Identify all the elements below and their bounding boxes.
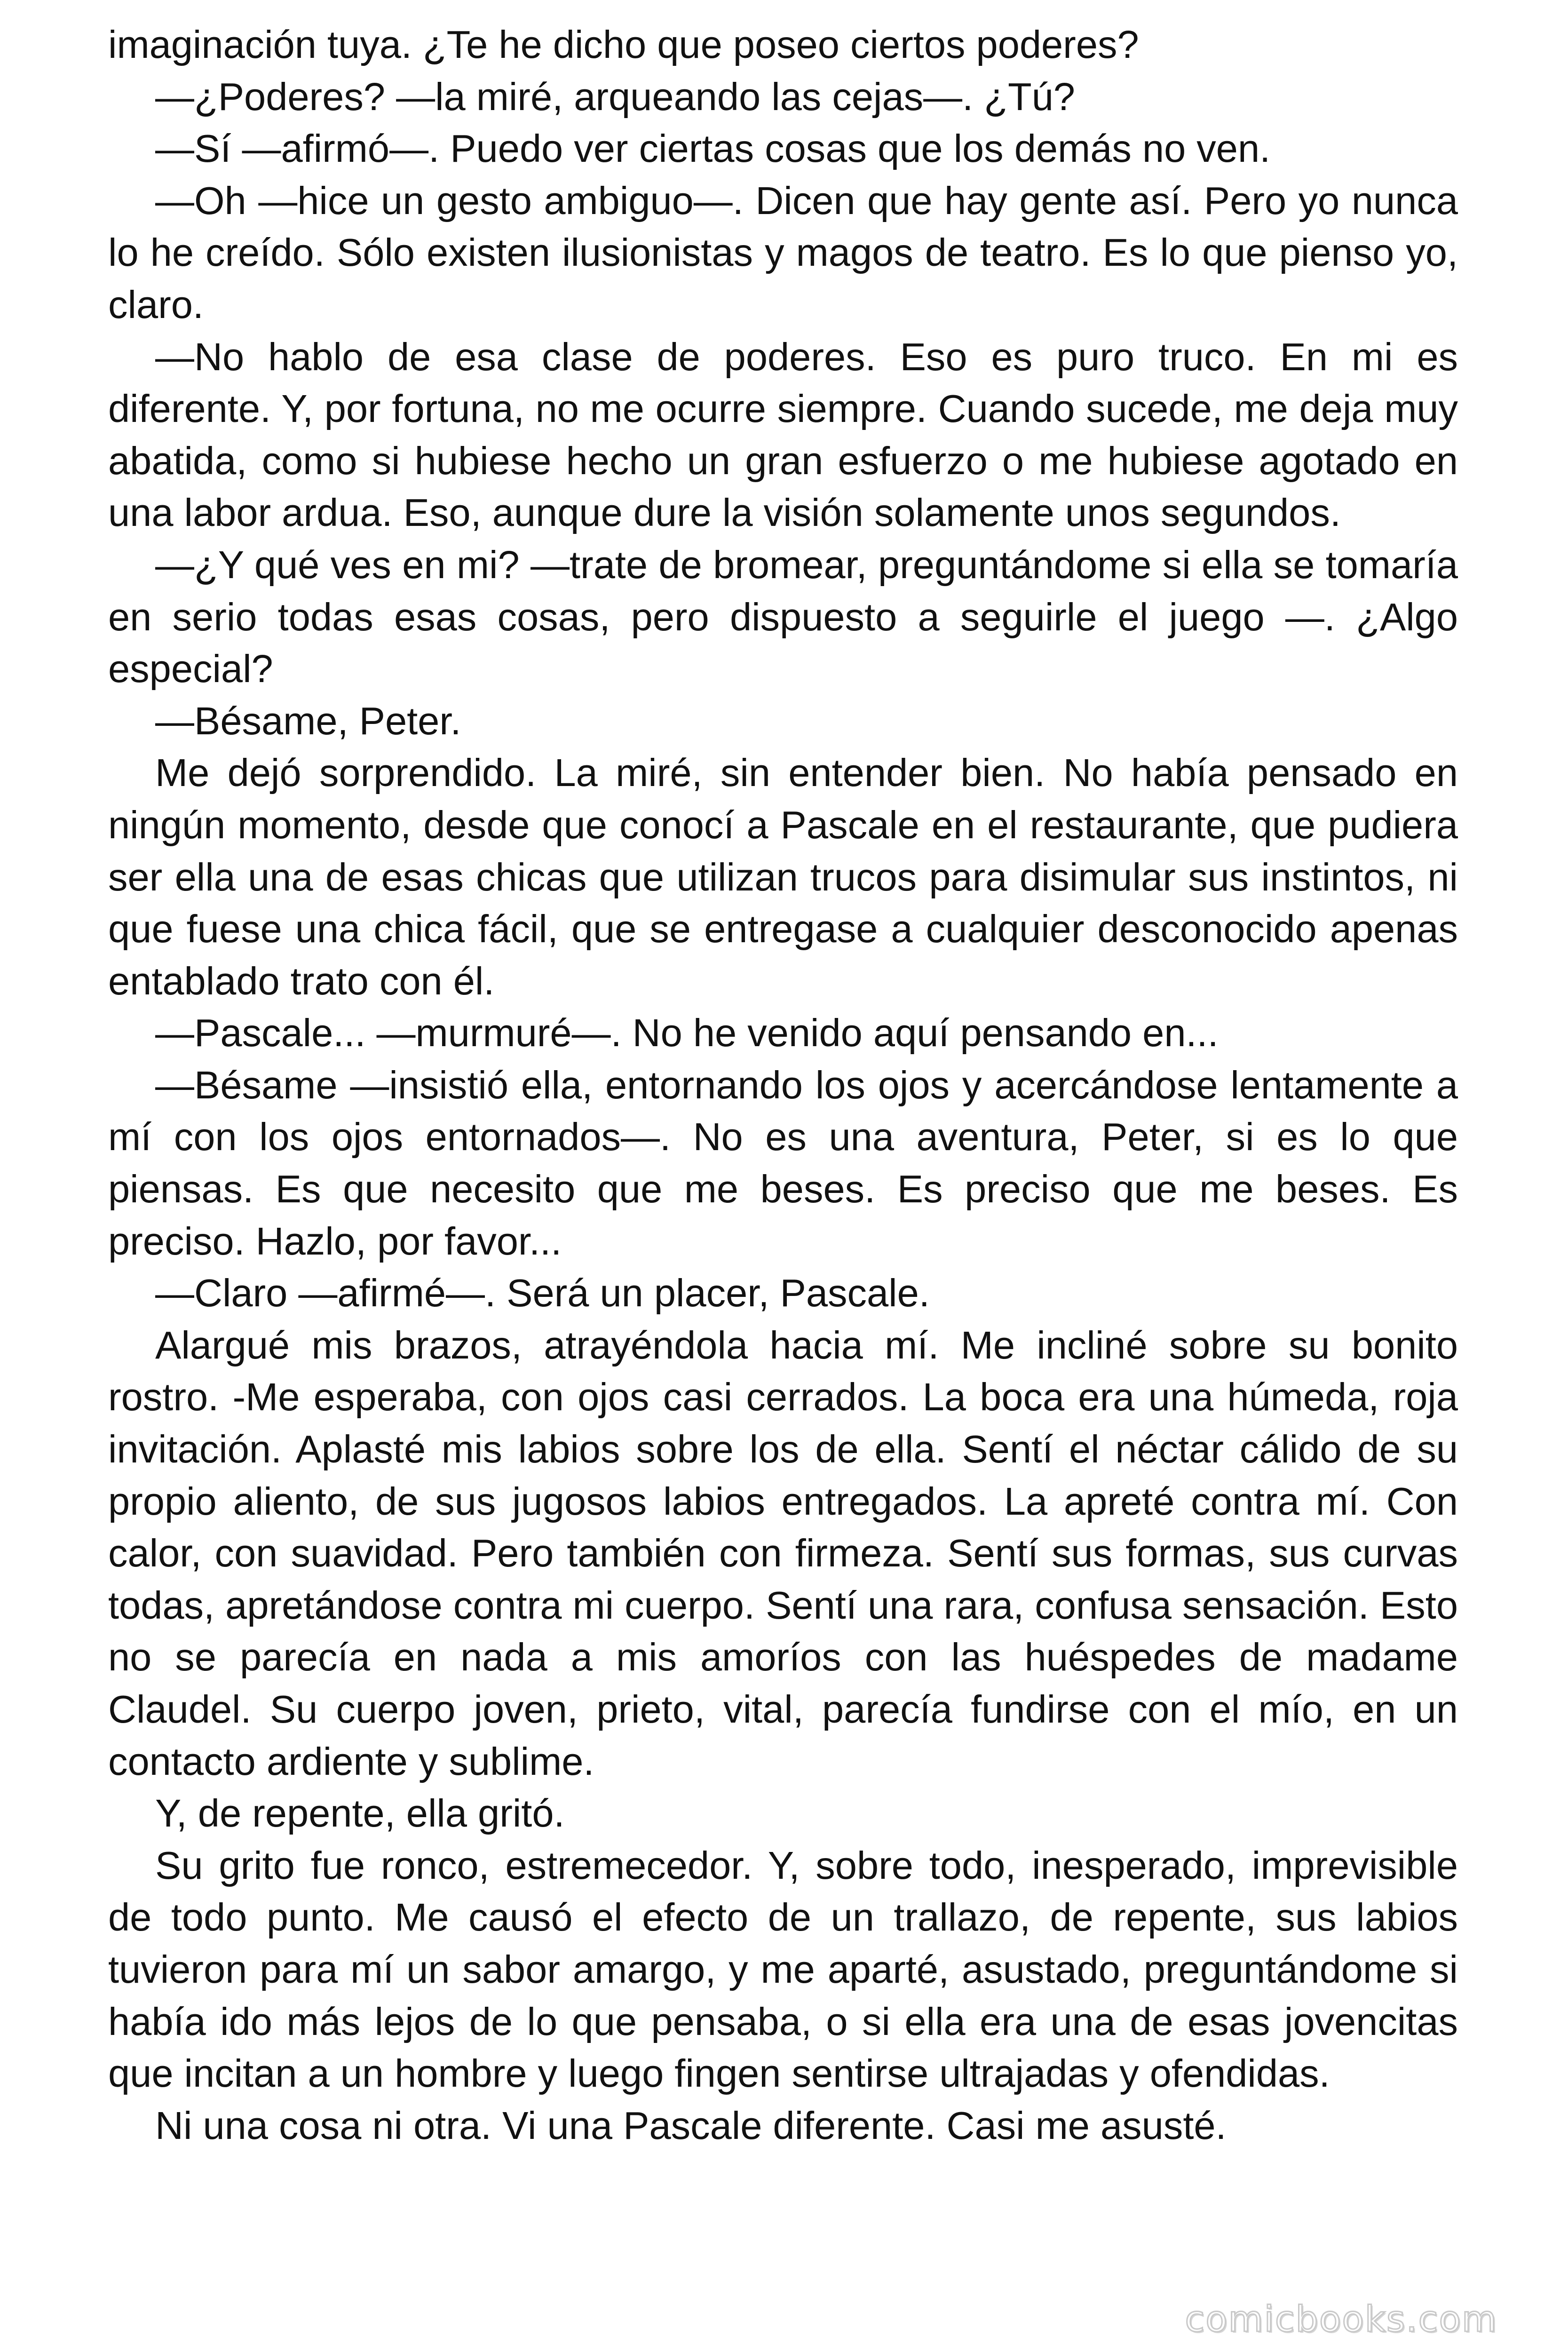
paragraph: —Sí —afirmó—. Puedo ver ciertas cosas que los demás no ven. (155, 127, 1271, 171)
paragraph: —Bésame —insistió ella, entornando los ojos y acercándose lentamente a mí con los ojos entornados—. No es una aventura, Peter, si es lo que piensas. Es que necesito que me beses. Es preciso que me beses. Es preciso. Hazlo, por favor... (108, 1063, 1458, 1263)
paragraph: —Bésame, Peter. (155, 699, 461, 743)
paragraph: Ni una cosa ni otra. Vi una Pascale diferente. Casi me asusté. (155, 2103, 1227, 2147)
paragraph: —No hablo de esa clase de poderes. Eso es puro truco. En mi es diferente. Y, por fortuna, no me ocurre siempre. Cuando sucede, me deja muy abatida, como si hubiese hecho un gran esfuerzo o me hubiese agotado en una labor ardua. Eso, aunque dure la visión solamente unos segundos. (108, 334, 1458, 535)
paragraph: —Pascale... —murmuré—. No he venido aquí pensando en... (155, 1011, 1219, 1055)
paragraph: —¿Y qué ves en mi? —trate de bromear, preguntándome si ella se tomaría en serio todas esas cosas, pero dispuesto a seguirle el juego —. ¿Algo especial? (108, 542, 1458, 691)
paragraph: —Oh —hice un gesto ambiguo—. Dicen que hay gente así. Pero yo nunca lo he creído. Sólo existen ilusionistas y magos de teatro. Es lo que pienso yo, claro. (108, 178, 1458, 326)
paragraph: —Claro —afirmé—. Será un placer, Pascale. (155, 1271, 930, 1315)
paragraph: —¿Poderes? —la miré, arqueando las cejas—. ¿Tú? (155, 74, 1075, 119)
page-text (108, 19, 1458, 2152)
paragraph: Y, de repente, ella gritó. (155, 1791, 565, 1836)
paragraph: Su grito fue ronco, estremecedor. Y, sobre todo, inesperado, imprevisible de todo punto. Me causó el efecto de un trallazo, de repente, sus labios tuvieron para mí un sabor amargo, y me aparté, asustado, preguntándome si había ido más lejos de lo que pensaba, o si ella era una de esas jovencitas que incitan a un hombre y luego fingen sentirse ultrajadas y ofendidas. (108, 1843, 1458, 2096)
paragraph: Alargué mis brazos, atrayéndola hacia mí. Me incliné sobre su bonito rostro. -Me esperaba, con ojos casi cerrados. La boca era una húmeda, roja invitación. Aplasté mis labios sobre los de ella. Sentí el néctar cálido de su propio aliento, de sus jugosos labios entregados. La apreté contra mí. Con calor, con suavidad. Pero también con firmeza. Sentí sus formas, sus curvas todas, apretándose contra mi cuerpo. Sentí una rara, confusa sensación. Esto no se parecía en nada a mis amoríos con las huéspedes de madame Claudel. Su cuerpo joven, prieto, vital, parecía fundirse con el mío, en un contacto ardiente y sublime. (108, 1323, 1458, 1783)
paragraph: Me dejó sorprendido. La miré, sin entender bien. No había pensado en ningún momento, desde que conocí a Pascale en el restaurante, que pudiera ser ella una de esas chicas que utilizan trucos para disimular sus instintos, ni que fuese una chica fácil, que se entregase a cualquier desconocido apenas entablado trato con él. (108, 751, 1458, 1003)
watermark: comicbooks.com (1185, 2298, 1497, 2340)
paragraph: imaginación tuya. ¿Te he dicho que poseo ciertos poderes? (108, 23, 1139, 66)
